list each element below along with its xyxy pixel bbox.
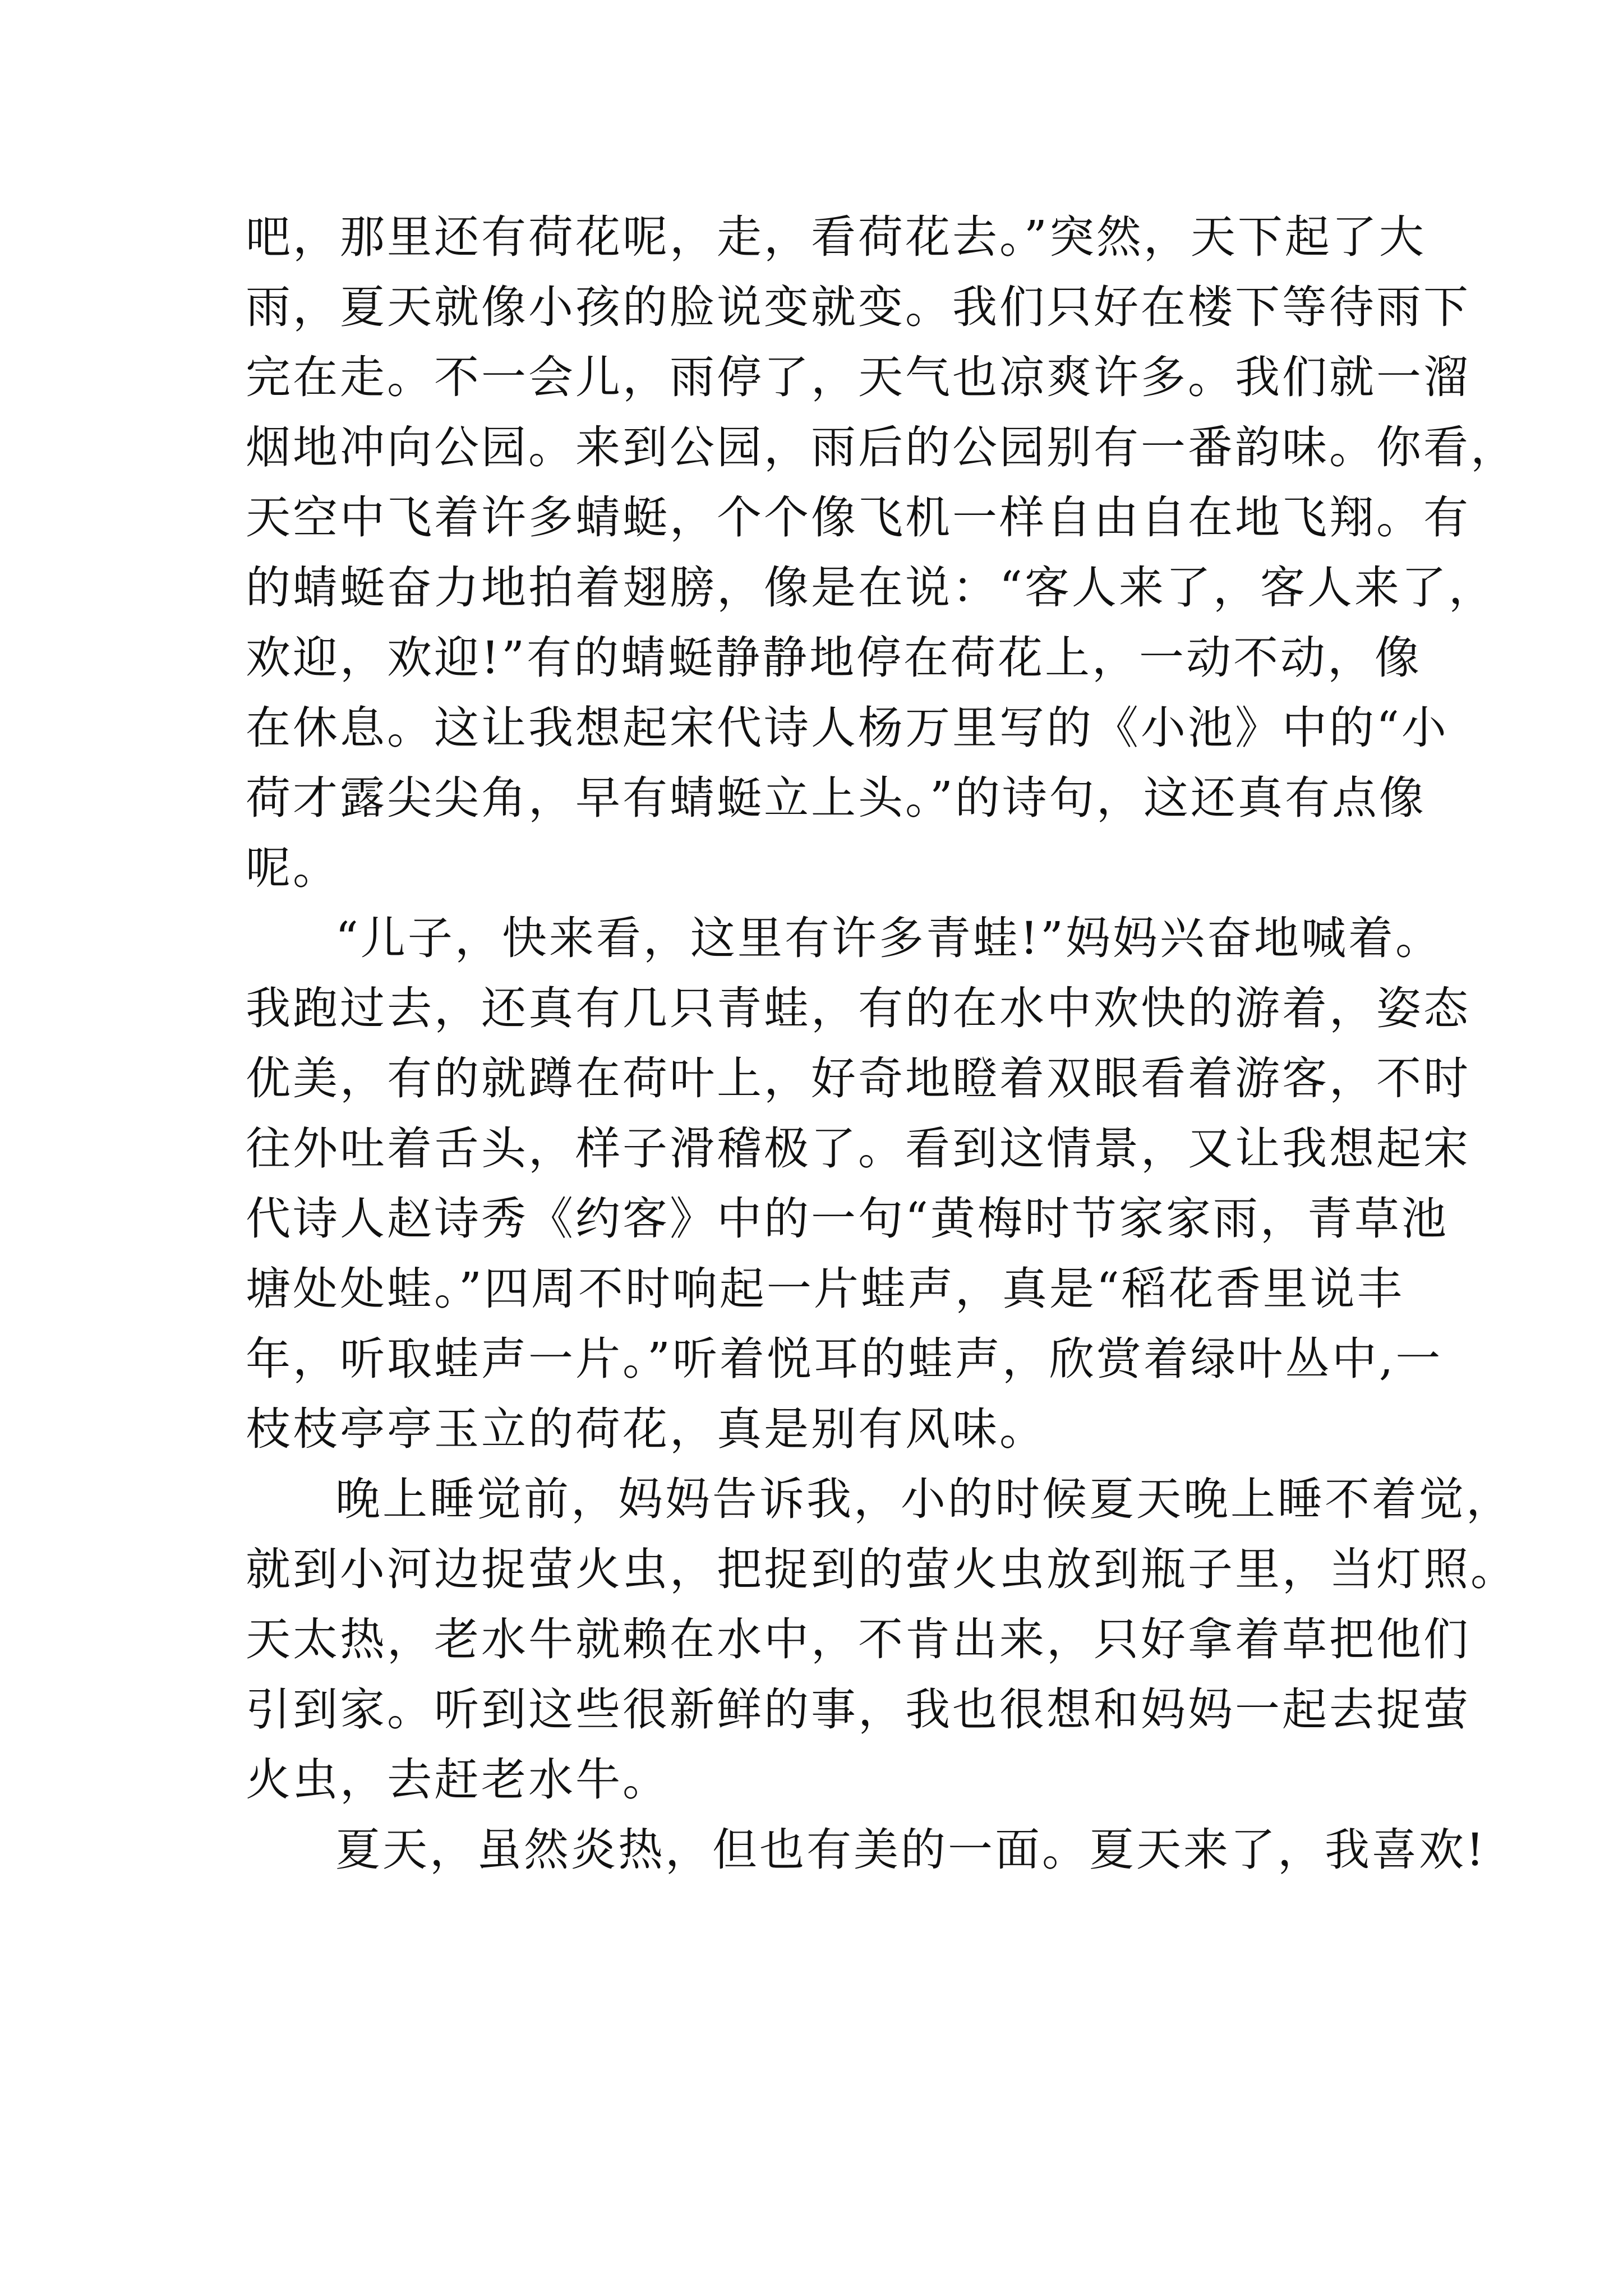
text-line: 荷才露尖尖角，早有蜻蜓立上头。”的诗句，这还真有点像: [246, 772, 1426, 824]
text-line: 年，听取蛙声一片。”听着悦耳的蛙声，欣赏着绿叶丛中,一: [246, 1333, 1443, 1385]
text-line: 就到小河边捉萤火虫，把捉到的萤火虫放到瓶子里，当灯照。: [246, 1543, 1518, 1595]
paragraph-2: [246, 903, 1470, 1464]
text-line: 晚上睡觉前，妈妈告诉我，小的时候夏天晚上睡不着觉，: [335, 1473, 1513, 1525]
text-line: 烟地冲向公园。来到公园，雨后的公园别有一番韵味。你看，: [246, 421, 1518, 473]
text-line: 雨，夏天就像小孩的脸说变就变。我们只好在楼下等待雨下: [246, 281, 1470, 333]
text-line: 我跑过去，还真有几只青蛙，有的在水中欢快的游着，姿态: [246, 982, 1470, 1034]
text-line: 呢。: [246, 842, 340, 894]
text-line: 往外吐着舌头，样子滑稽极了。看到这情景，又让我想起宋: [246, 1122, 1470, 1175]
paragraph-3: [246, 1464, 1518, 1815]
text-line: 优美，有的就蹲在荷叶上，好奇地瞪着双眼看着游客，不时: [246, 1052, 1470, 1105]
text-line: 天空中飞着许多蜻蜓，个个像飞机一样自由自在地飞翔。有: [246, 491, 1470, 544]
text-line: 塘处处蛙。”四周不时响起一片蛙声，真是“稻花香里说丰: [246, 1263, 1404, 1315]
document-body: [246, 202, 1518, 1885]
paragraph-4: [246, 1815, 1487, 1885]
text-line: 吧，那里还有荷花呢，走，看荷花去。”突然，天下起了大: [246, 211, 1426, 263]
text-line: 完在走。不一会儿，雨停了，天气也凉爽许多。我们就一溜: [246, 351, 1470, 403]
text-line: 的蜻蜓奋力地拍着翅膀，像是在说：“客人来了，客人来了，: [246, 562, 1496, 614]
text-line: 枝枝亭亭玉立的荷花，真是别有风味。: [246, 1403, 1046, 1455]
text-line: “儿子，快来看，这里有许多青蛙!”妈妈兴奋地喊着。: [335, 912, 1442, 964]
text-line: 在休息。这让我想起宋代诗人杨万里写的《小池》中的“小: [246, 702, 1449, 754]
text-line: 火虫，去赶老水牛。: [246, 1754, 670, 1806]
paragraph-1: [246, 202, 1518, 903]
text-line: 天太热，老水牛就赖在水中，不肯出来，只好拿着草把他们: [246, 1613, 1470, 1665]
text-line: 夏天，虽然炎热，但也有美的一面。夏天来了，我喜欢!: [335, 1824, 1487, 1876]
text-line: 欢迎，欢迎!”有的蜻蜓静静地停在荷花上，一动不动，像: [246, 632, 1422, 684]
text-line: 代诗人赵诗秀《约客》中的一句“黄梅时节家家雨，青草池: [246, 1193, 1449, 1245]
text-line: 引到家。听到这些很新鲜的事，我也很想和妈妈一起去捉萤: [246, 1683, 1470, 1736]
